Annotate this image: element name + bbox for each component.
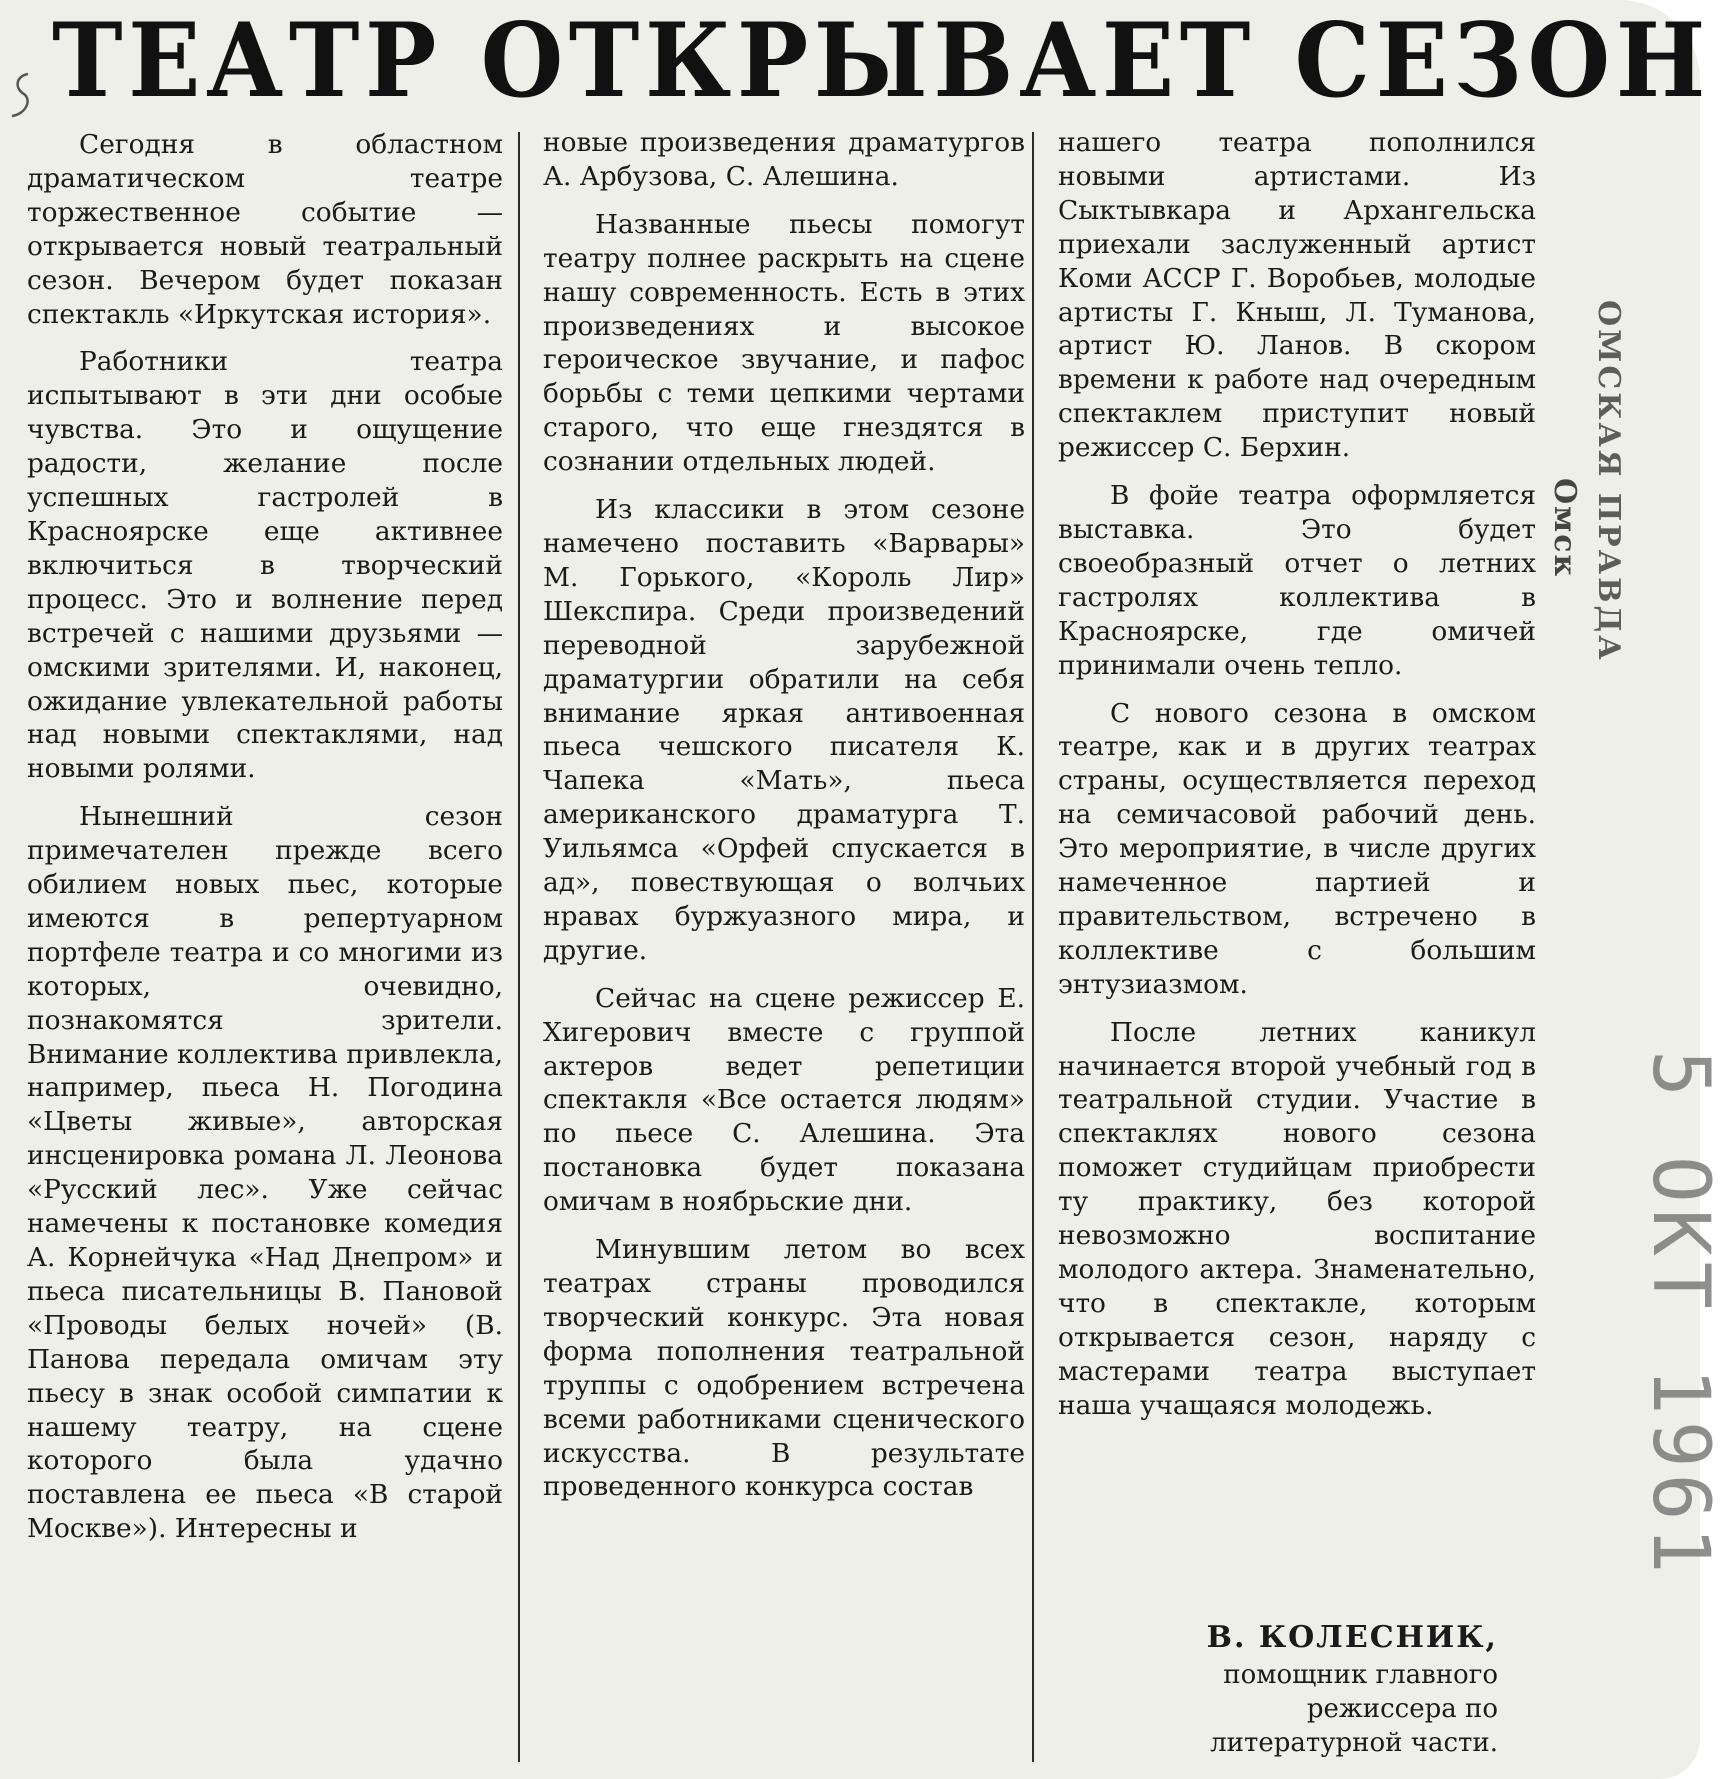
article-column-1 (27, 128, 503, 1560)
author-signature (1110, 1618, 1498, 1760)
city-stamp: Омск (1547, 478, 1582, 579)
column-divider (518, 132, 520, 1762)
paragraph: Работники театра испытывают в эти дни особые чувства. Это и ощущение радости, желание после успешных гастролей в Красноярске еще активнее включиться в творческий процесс. Это и волнение перед встречей с нашими друзьями — омскими зрителями. И, наконец, ожидание увлекательной работы над новыми спектаклями, над новыми ролями. (27, 346, 503, 785)
paragraph: Сейчас на сцене режиссер Е. Хигерович вместе с группой актеров ведет репетиции спектакля «Все остается людям» по пьесе С. Алешина. Эта постановка будет показана омичам в ноябрьские дни. (543, 982, 1025, 1218)
article-column-3 (1058, 126, 1536, 1437)
pencil-mark (6, 70, 36, 130)
headline: ТЕАТР ОТКРЫВАЕТ СЕЗОН (52, 1, 1711, 121)
author-role-line: литературной части. (1210, 1728, 1498, 1758)
author-role-line: помощник главного (1223, 1660, 1498, 1690)
author-name: В. КОЛЕСНИК, (1206, 1620, 1498, 1655)
paragraph: В фойе театра оформляется выставка. Это будет своеобразный отчет о летних гастролях коллектива в Красноярске, где омичей принимали очень тепло. (1058, 480, 1536, 681)
author-role-line: режиссера по (1306, 1694, 1498, 1724)
column-divider (1032, 132, 1034, 1762)
paragraph: нашего театра пополнился новыми артистами. Из Сыктывкара и Архангельска приехали заслуженный артист Коми АССР Г. Воробьев, молодые артисты Г. Кныш, Л. Туманова, артист Ю. Ланов. В скором времени к работе над очередным спектаклем приступит новый режиссер С. Берхин. (1058, 127, 1536, 464)
article-column-2 (543, 126, 1025, 1518)
paragraph: Названные пьесы помогут театру полнее раскрыть на сцене нашу современность. Есть в этих произведениях и высокое героическое звучание, и пафос борьбы с теми цепкими чертами старого, что еще гнездятся в сознании отдельных людей. (543, 208, 1025, 478)
paragraph: После летних каникул начинается второй учебный год в театральной студии. Участие в спектаклях нового сезона поможет студийцам приобрести ту практику, без которой невозможно воспитание молодого актера. Знаменательно, что в спектакле, которым открывается сезон, наряду с мастерами театра выступает наша учащаяся молодежь. (1058, 1016, 1536, 1421)
newspaper-name-stamp: ОМСКАЯ ПРАВДА (1591, 300, 1626, 663)
paragraph: С нового сезона в омском театре, как и в других театрах страны, осуществляется переход на семичасовой рабочий день. Это мероприятие, в числе других намеченное партией и правительством, встречено в коллективе с большим энтузиазмом. (1058, 697, 1536, 1000)
paragraph: Сегодня в областном драматическом театре торжественное событие — открывается новый театральный сезон. Вечером будет показан спектакль «Иркутская история». (27, 129, 503, 330)
paragraph: Минувшим летом во всех театрах страны проводился творческий конкурс. Эта новая форма пополнения театральной труппы с одобрением встречена всеми работниками сценического искусства. В результате проведенного конкурса состав (543, 1234, 1025, 1503)
paragraph: Нынешний сезон примечателен прежде всего обилием новых пьес, которые имеются в репертуарном портфеле театра и со многими из которых, очевидно, познакомятся зрители. Внимание коллектива привлекла, например, пьеса Н. Погодина «Цветы живые», авторская инсценировка романа Л. Леонова «Русский лес». Уже сейчас намечены к постановке комедия А. Корнейчука «Над Днепром» и пьеса писательницы В. Пановой «Проводы белых ночей» (В. Панова передала омичам эту пьесу в знак особой симпатии к нашему театру, на сцене которого была удачно поставлена ее пьеса «В старой Москве»). Интересны и (27, 801, 503, 1545)
paragraph: Из классики в этом сезоне намечено поставить «Варвары» М. Горького, «Король Лир» Шекспира. Среди произведений переводной зарубежной драматургии обратили на себя внимание яркая антивоенная пьеса чешского писателя К. Чапека «Мать», пьеса американского драматурга Т. Уильямса «Орфей спускается в ад», повествующая о волчьих нравах буржуазного мира, и другие. (543, 494, 1025, 966)
paragraph: новые произведения драматургов А. Арбузова, С. Алешина. (543, 127, 1025, 192)
date-stamp: 5 ОКТ 1961 (1635, 1050, 1725, 1580)
